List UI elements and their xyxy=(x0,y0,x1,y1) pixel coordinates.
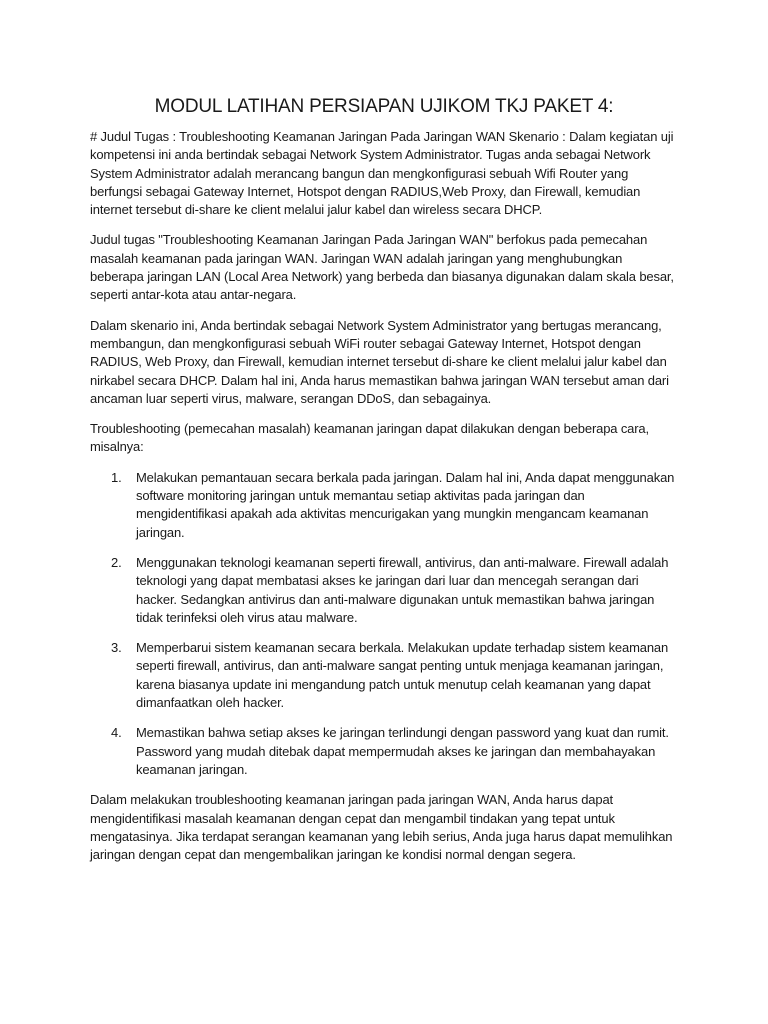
list-item-text: Menggunakan teknologi keamanan seperti firewall, antivirus, dan anti-malware. Firewall adalah teknologi yang dapat membatasi akses ke jaringan dari luar dan mencegah serangan dari hacker. Sedangkan antivirus dan anti-malware digunakan untuk memastikan bahwa jaringan tidak terinfeksi oleh virus atau malware. xyxy=(136,554,669,625)
troubleshooting-list xyxy=(90,469,678,779)
list-item xyxy=(90,639,678,712)
document-page xyxy=(90,96,678,876)
document-title: MODUL LATIHAN PERSIAPAN UJIKOM TKJ PAKET 4: xyxy=(154,96,614,117)
list-item-text: Melakukan pemantauan secara berkala pada jaringan. Dalam hal ini, Anda dapat menggunakan software monitoring jaringan untuk memantau setiap aktivitas pada jaringan dan mengidentifikasi apakah ada aktivitas mencurigakan yang mungkin mengancam keamanan jaringan. xyxy=(136,469,675,540)
troubleshooting-intro-paragraph: Troubleshooting (pemecahan masalah) keamanan jaringan dapat dilakukan dengan beberapa cara, misalnya: xyxy=(90,421,649,455)
list-item xyxy=(90,469,678,542)
task-paragraph: # Judul Tugas : Troubleshooting Keamanan Jaringan Pada Jaringan WAN Skenario : Dalam kegiatan uji kompetensi ini anda bertindak sebagai Network System Administrator. Tugas anda sebagai Network System Administrator adalah merancang bangun dan mengkonfigurasi sebuah Wifi Router yang berfungsi sebagai Gateway Internet, Hotspot dengan RADIUS,Web Proxy, dan Firewall, kemudian internet tersebut di-share ke client melalui jalur kabel dan wireless secara DHCP. xyxy=(90,129,674,218)
list-item xyxy=(90,554,678,627)
list-item-number: 2. xyxy=(111,554,122,570)
scenario-paragraph: Dalam skenario ini, Anda bertindak sebagai Network System Administrator yang bertugas merancang, membangun, dan mengkonfigurasi sebuah WiFi router sebagai Gateway Internet, Hotspot dengan RADIUS, Web Proxy, dan Firewall, kemudian internet tersebut di-share ke client melalui jalur kabel dan nirkabel secara DHCP. Dalam hal ini, Anda harus memastikan bahwa jaringan WAN tersebut aman dari ancaman luar seperti virus, malware, serangan DDoS, dan sebagainya. xyxy=(90,317,669,406)
task-focus-paragraph: Judul tugas "Troubleshooting Keamanan Jaringan Pada Jaringan WAN" berfokus pada pemecahan masalah keamanan pada jaringan WAN. Jaringan WAN adalah jaringan yang menghubungkan beberapa jaringan LAN (Local Area Network) yang berbeda dan biasanya digunakan dalam skala besar, seperti antar-kota atau antar-negara. xyxy=(90,232,674,303)
list-item-text: Memastikan bahwa setiap akses ke jaringan terlindungi dengan password yang kuat dan rumit. Password yang mudah ditebak dapat mempermudah akses ke jaringan dan membahayakan keamanan jaringan. xyxy=(136,725,669,777)
list-item xyxy=(90,724,678,779)
list-item-number: 3. xyxy=(111,640,122,656)
closing-paragraph: Dalam melakukan troubleshooting keamanan jaringan pada jaringan WAN, Anda harus dapat mengidentifikasi masalah keamanan dengan cepat dan mengambil tindakan yang tepat untuk mengatasinya. Jika terdapat serangan keamanan yang lebih serius, Anda juga harus dapat memulihkan jaringan dengan cepat dan mengembalikan jaringan ke kondisi normal dengan segera. xyxy=(90,792,673,863)
list-item-number: 1. xyxy=(111,469,122,485)
list-item-text: Memperbarui sistem keamanan secara berkala. Melakukan update terhadap sistem keamanan seperti firewall, antivirus, dan anti-malware sangat penting untuk menjaga keamanan jaringan, karena biasanya update ini mengandung patch untuk menutup celah keamanan yang dapat dimanfaatkan oleh hacker. xyxy=(136,640,669,711)
list-item-number: 4. xyxy=(111,725,122,741)
